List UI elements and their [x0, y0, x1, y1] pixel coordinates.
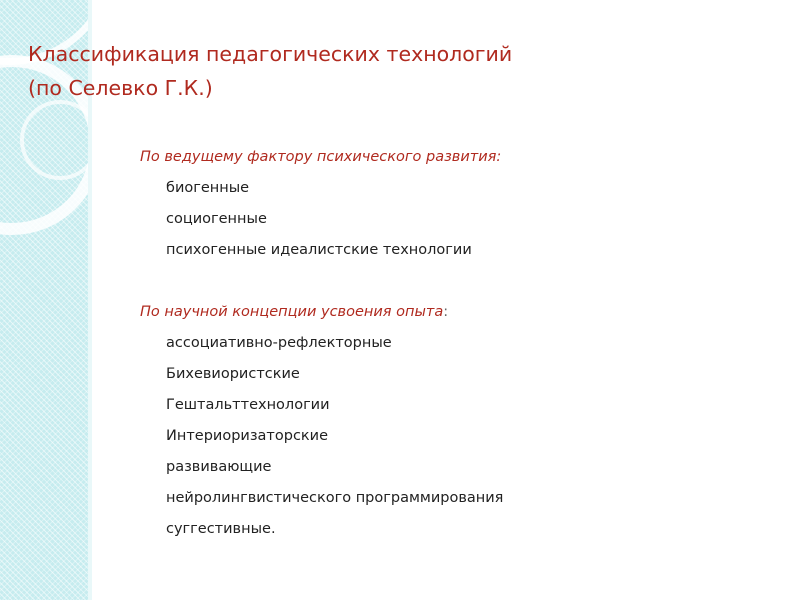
section-heading-text: По научной концепции усвоения опыта [140, 304, 444, 320]
list-item [140, 235, 740, 266]
list-item-label: биогенные [166, 180, 250, 196]
list-item [140, 390, 740, 421]
list-item [140, 483, 740, 514]
list-item-label: суггестивные. [166, 521, 276, 537]
list-item-label: Бихевиористские [166, 366, 300, 382]
list-item-label: социогенные [166, 211, 267, 227]
section-heading-colon: : [443, 304, 449, 320]
section-heading: По ведущему фактору психического развития: [140, 149, 502, 165]
list-item-label: Интериоризаторские [166, 428, 329, 444]
list-item [140, 204, 740, 235]
list-item-label: Гештальттехнологии [166, 397, 330, 413]
list-item [140, 421, 740, 452]
list-item [140, 359, 740, 390]
slide-title-line-1: Классификация педагогических технологий [28, 42, 513, 66]
section-heading [140, 297, 740, 328]
list-item-label: развивающие [166, 459, 272, 475]
slide-content [140, 142, 740, 545]
list-item-label: нейролингвистического программирования [166, 490, 504, 506]
list-item-label: ассоциативно-рефлекторные [166, 335, 392, 351]
list-item [140, 328, 740, 359]
list-item-label: психогенные идеалистские технологии [166, 242, 472, 258]
list-item [140, 514, 740, 545]
slide-title-line-2: (по Селевко Г.К.) [28, 76, 213, 100]
list-item [140, 173, 740, 204]
slide-title [28, 37, 588, 105]
list-item [140, 452, 740, 483]
section-spacer [140, 266, 740, 297]
